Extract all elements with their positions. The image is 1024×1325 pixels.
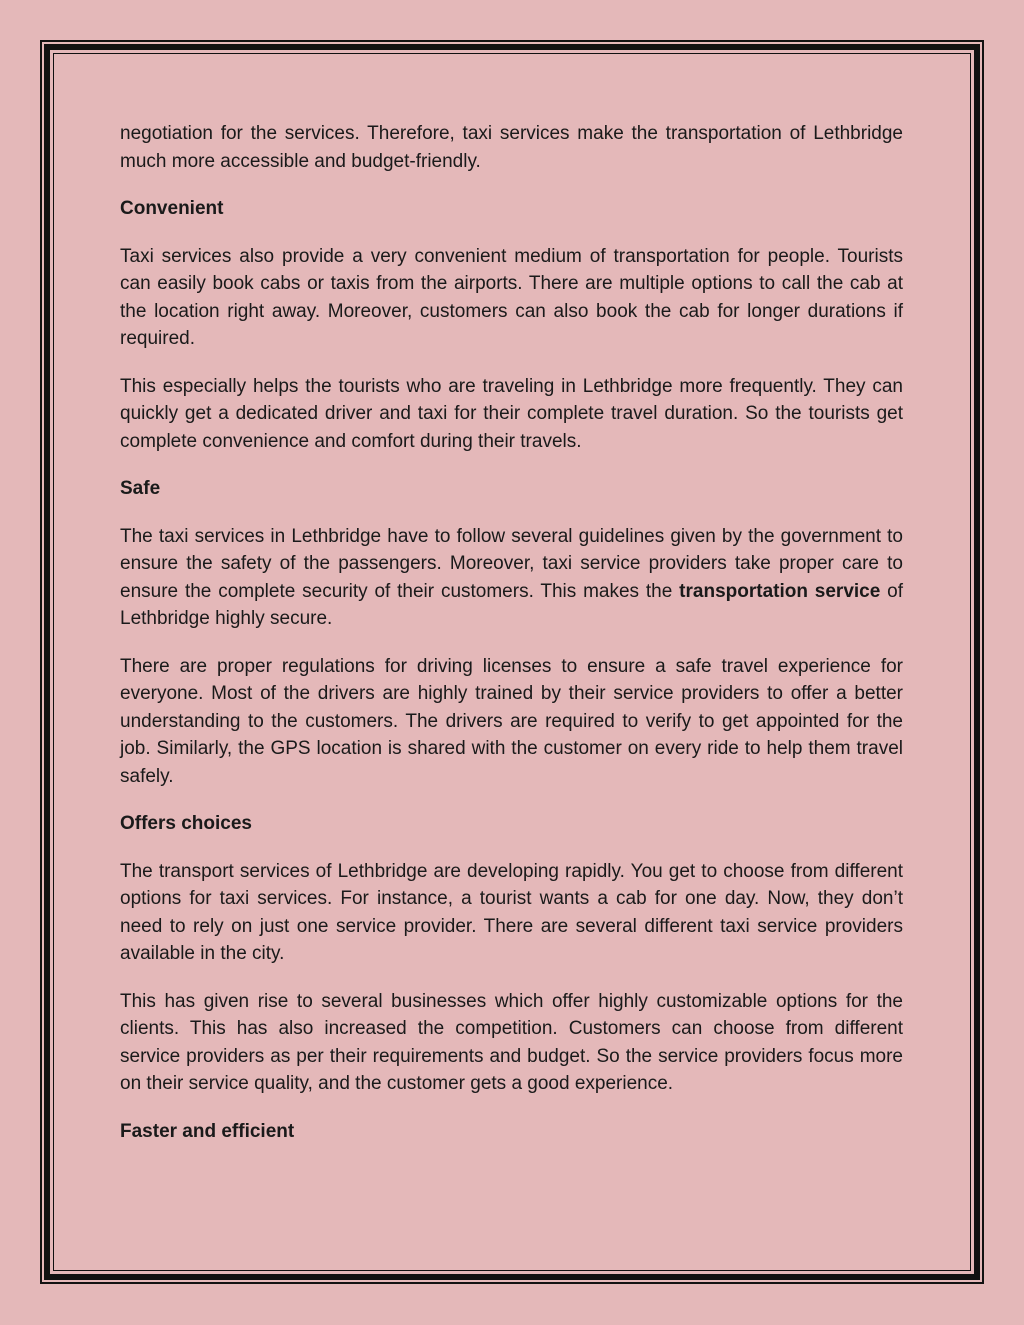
section-heading: Faster and efficient	[120, 1120, 295, 1142]
section-offers-choices	[120, 810, 903, 1098]
section-heading: Convenient	[120, 198, 224, 219]
intro-paragraph: negotiation for the services. Therefore, taxi services make the transportation of Lethbridge much more accessible and budget-friendly.	[120, 123, 903, 172]
section-safe	[120, 475, 903, 790]
section-convenient	[120, 195, 903, 455]
section-heading: Safe	[120, 478, 161, 499]
section-heading: Offers choices	[120, 813, 252, 834]
section-paragraph: This especially helps the tourists who are traveling in Lethbridge more frequently. They can quickly get a dedicated driver and taxi for their complete travel duration. So the tourists get complete convenience and comfort during their travels.	[120, 375, 903, 452]
section-paragraph: Taxi services also provide a very convenient medium of transportation for people. Tourists can easily book cabs or taxis from the airports. There are multiple options to call the cab at the location right away. Moreover, customers can also book the cab for longer durations if required.	[120, 245, 903, 349]
paragraph-text: The taxi services in Lethbridge have to follow several guidelines given by the government to ensure the safety of the passengers. Moreover, taxi service providers take proper care to ensure the complete security of their customers. This makes the	[120, 525, 903, 602]
bold-term: transportation service	[679, 580, 881, 602]
section-paragraph	[120, 523, 903, 633]
section-faster-and-efficient	[120, 1118, 903, 1146]
paragraph-text: of Lethbridge highly secure.	[120, 580, 904, 629]
section-paragraph: The transport services of Lethbridge are developing rapidly. You get to choose from different options for taxi services. For instance, a tourist wants a cab for one day. Now, they don’t need to rely on just one service provider. There are several different taxi service providers available in the city.	[120, 860, 903, 964]
section-paragraph: This has given rise to several businesses which offer highly customizable options for the clients. This has also increased the competition. Customers can choose from different service providers as per their requirements and budget. So the service providers focus more on their service quality, and the customer gets a good experience.	[120, 990, 903, 1094]
document-body	[120, 120, 903, 1165]
section-paragraph: There are proper regulations for driving licenses to ensure a safe travel experience for everyone. Most of the drivers are highly trained by their service providers to offer a better understanding to the customers. The drivers are required to verify to get appointed for the job. Similarly, the GPS location is shared with the customer on every ride to help them travel safely.	[120, 655, 903, 787]
